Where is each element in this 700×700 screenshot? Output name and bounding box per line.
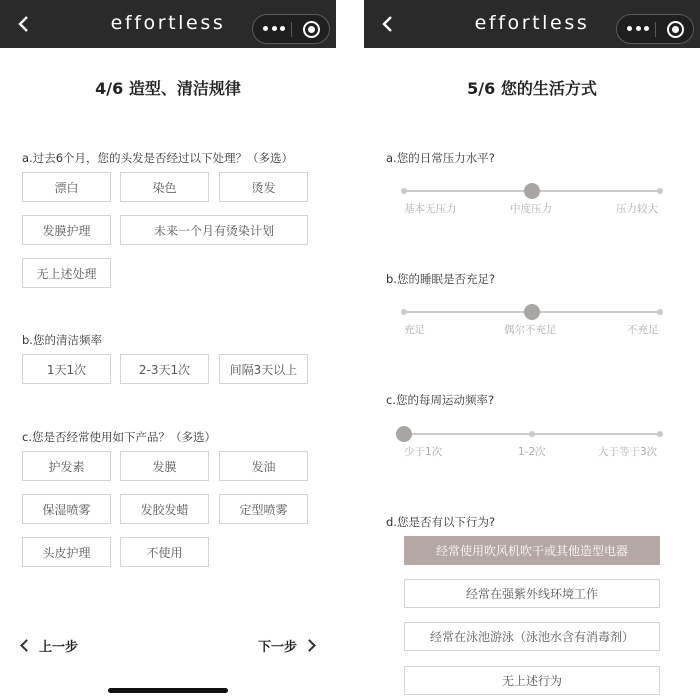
prev-step-label: 上一步 xyxy=(39,640,79,655)
slider-tick xyxy=(401,309,407,315)
question-b-label: b.您的清洁频率 xyxy=(22,333,102,347)
stress-stop-high: 压力较大 xyxy=(616,203,658,215)
app-brand: effortless xyxy=(474,12,590,34)
exercise-question-label: c.您的每周运动频率? xyxy=(386,393,495,407)
nav-bar xyxy=(0,0,336,48)
option-blow-dryer[interactable]: 经常使用吹风机吹干或其他造型电器 xyxy=(404,536,660,565)
sleep-stop-sometimes: 偶尔不充足 xyxy=(504,324,557,336)
option-no-treatment[interactable]: 无上述处理 xyxy=(22,258,111,288)
home-indicator xyxy=(108,688,228,693)
page-title: 5/6 您的生活方式 xyxy=(467,79,597,98)
exercise-stop-low: 少于1次 xyxy=(404,446,443,458)
stress-stop-low: 基本无压力 xyxy=(404,203,457,215)
screen-step-4 xyxy=(0,0,336,700)
slider-knob[interactable] xyxy=(396,426,412,442)
mini-program-capsule xyxy=(616,14,694,44)
sleep-stop-enough: 充足 xyxy=(404,324,425,336)
stress-stop-mid: 中度压力 xyxy=(510,203,552,215)
option-hair-mask-care[interactable]: 发膜护理 xyxy=(22,215,111,245)
chevron-right-icon xyxy=(303,639,316,652)
chevron-left-icon xyxy=(20,639,33,652)
question-a-label: a.过去6个月，您的头发是否经过以下处理？（多选） xyxy=(22,151,294,165)
capsule-divider xyxy=(655,22,656,37)
slider-tick xyxy=(657,309,663,315)
option-none[interactable]: 不使用 xyxy=(120,537,209,567)
sleep-question-label: b.您的睡眠是否充足? xyxy=(386,272,496,286)
slider-tick xyxy=(529,431,535,437)
option-setting-spray[interactable]: 定型喷雾 xyxy=(219,494,308,524)
slider-tick xyxy=(657,431,663,437)
option-scalp-care[interactable]: 头皮护理 xyxy=(22,537,111,567)
option-2-3-days[interactable]: 2-3天1次 xyxy=(120,354,209,384)
option-gel-wax[interactable]: 发胶发蜡 xyxy=(120,494,209,524)
option-uv-exposure[interactable]: 经常在强紫外线环境工作 xyxy=(404,579,660,608)
question-c-label: c.您是否经常使用如下产品？（多选） xyxy=(22,430,216,444)
page-title: 4/6 造型、清洁规律 xyxy=(95,79,241,98)
mini-program-capsule xyxy=(252,14,330,44)
sleep-slider[interactable] xyxy=(404,302,660,322)
option-conditioner[interactable]: 护发素 xyxy=(22,451,111,481)
screen-step-5 xyxy=(364,0,700,700)
option-moisture-spray[interactable]: 保湿喷雾 xyxy=(22,494,111,524)
slider-tick xyxy=(401,188,407,194)
option-no-behavior[interactable]: 无上述行为 xyxy=(404,666,660,695)
next-step-button[interactable] xyxy=(258,636,314,655)
option-dye[interactable]: 染色 xyxy=(120,172,209,202)
sleep-stop-not-enough: 不充足 xyxy=(627,324,659,336)
slider-knob[interactable] xyxy=(524,304,540,320)
prev-step-button[interactable] xyxy=(22,636,78,655)
option-bleach[interactable]: 漂白 xyxy=(22,172,111,202)
more-icon[interactable] xyxy=(263,26,285,32)
close-target-icon[interactable] xyxy=(303,21,320,38)
exercise-stop-high: 大于等于3次 xyxy=(598,446,658,458)
exercise-stop-mid: 1-2次 xyxy=(518,446,546,458)
option-hair-mask[interactable]: 发膜 xyxy=(120,451,209,481)
stress-slider[interactable] xyxy=(404,181,660,201)
more-icon[interactable] xyxy=(627,26,649,32)
behavior-question-label: d.您是否有以下行为? xyxy=(386,515,496,529)
capsule-divider xyxy=(291,22,292,37)
stress-question-label: a.您的日常压力水平? xyxy=(386,151,495,165)
exercise-slider[interactable] xyxy=(404,424,660,444)
next-step-label: 下一步 xyxy=(258,640,298,655)
close-target-icon[interactable] xyxy=(667,21,684,38)
nav-bar xyxy=(364,0,700,48)
option-plan-perm-dye[interactable]: 未来一个月有烫染计划 xyxy=(120,215,308,245)
option-pool-swimming[interactable]: 经常在泳池游泳（泳池水含有消毒剂） xyxy=(404,622,660,651)
app-brand: effortless xyxy=(110,12,226,34)
option-hair-oil[interactable]: 发油 xyxy=(219,451,308,481)
slider-knob[interactable] xyxy=(524,183,540,199)
option-perm[interactable]: 烫发 xyxy=(219,172,308,202)
slider-tick xyxy=(657,188,663,194)
option-daily[interactable]: 1天1次 xyxy=(22,354,111,384)
option-3-plus-days[interactable]: 间隔3天以上 xyxy=(219,354,308,384)
